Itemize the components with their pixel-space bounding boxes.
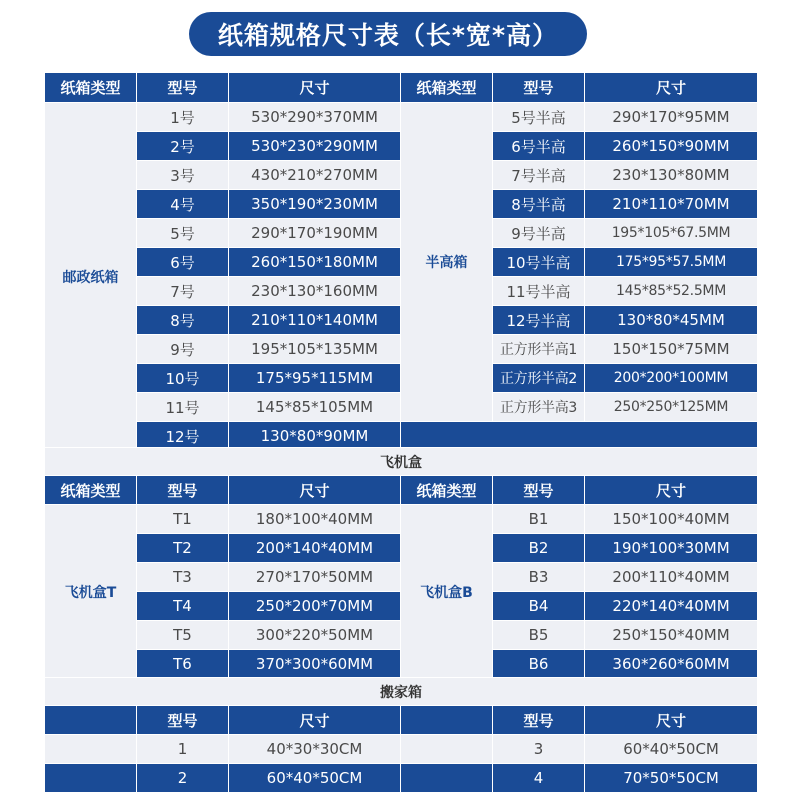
size-cell: 60*40*50CM: [585, 735, 758, 764]
header-box-type: 纸箱类型: [45, 476, 137, 505]
model-cell: 8号半高: [493, 190, 585, 219]
model-cell: 2号: [137, 132, 229, 161]
section-title-moving: 搬家箱: [45, 678, 758, 706]
header-model: 型号: [137, 476, 229, 505]
size-cell: 70*50*50CM: [585, 764, 758, 793]
size-cell: 370*300*60MM: [229, 650, 401, 679]
model-cell: T4: [137, 592, 229, 621]
header-size: 尺寸: [229, 476, 401, 505]
model-cell: B4: [493, 592, 585, 621]
size-cell: 180*100*40MM: [229, 505, 401, 534]
model-cell: 7号半高: [493, 161, 585, 190]
size-cell: 200*110*40MM: [585, 563, 758, 592]
table-row: [45, 764, 758, 793]
model-cell: 6号半高: [493, 132, 585, 161]
header-model: 型号: [137, 706, 229, 735]
size-cell: 40*30*30CM: [229, 735, 401, 764]
model-cell: T5: [137, 621, 229, 650]
header-row: [45, 73, 758, 103]
model-cell: T2: [137, 534, 229, 563]
size-cell: 260*150*180MM: [229, 248, 401, 277]
size-cell: 145*85*52.5MM: [585, 277, 758, 306]
page-title: 纸箱规格尺寸表（长*宽*高）: [189, 12, 587, 56]
model-cell: T3: [137, 563, 229, 592]
size-cell: 360*260*60MM: [585, 650, 758, 679]
size-cell: 290*170*95MM: [585, 103, 758, 132]
model-cell: 7号: [137, 277, 229, 306]
size-cell: 175*95*57.5MM: [585, 248, 758, 277]
table-airplane-box: [44, 447, 758, 679]
model-cell: B6: [493, 650, 585, 679]
model-cell: 12号半高: [493, 306, 585, 335]
model-cell: 3: [493, 735, 585, 764]
model-cell: 10号: [137, 364, 229, 393]
header-model: 型号: [493, 706, 585, 735]
size-cell: 270*170*50MM: [229, 563, 401, 592]
section-title-airplane: 飞机盒: [45, 448, 758, 476]
size-cell: 150*150*75MM: [585, 335, 758, 364]
header-size: 尺寸: [585, 476, 758, 505]
size-cell: 130*80*90MM: [229, 422, 401, 451]
size-cell: 190*100*30MM: [585, 534, 758, 563]
size-cell: 230*130*160MM: [229, 277, 401, 306]
header-empty: [401, 706, 493, 735]
size-cell: 530*230*290MM: [229, 132, 401, 161]
size-cell: 430*210*270MM: [229, 161, 401, 190]
model-cell: 3号: [137, 161, 229, 190]
empty-cell: [401, 735, 493, 764]
empty-cell: [45, 764, 137, 793]
size-cell: 145*85*105MM: [229, 393, 401, 422]
size-cell: 200*140*40MM: [229, 534, 401, 563]
size-cell: 530*290*370MM: [229, 103, 401, 132]
section-row: [45, 678, 758, 706]
header-size: 尺寸: [229, 706, 401, 735]
model-cell: 5号: [137, 219, 229, 248]
header-size: 尺寸: [585, 73, 758, 103]
model-cell: 10号半高: [493, 248, 585, 277]
header-box-type: 纸箱类型: [401, 73, 493, 103]
model-cell: 12号: [137, 422, 229, 451]
model-cell: 9号半高: [493, 219, 585, 248]
type-airplane-b: 飞机盒B: [401, 505, 493, 679]
size-cell: 230*130*80MM: [585, 161, 758, 190]
type-postal-box: 邮政纸箱: [45, 103, 137, 451]
empty-cell: [45, 735, 137, 764]
table-row: [45, 735, 758, 764]
size-cell: 300*220*50MM: [229, 621, 401, 650]
header-empty: [45, 706, 137, 735]
model-cell: 9号: [137, 335, 229, 364]
model-cell: B2: [493, 534, 585, 563]
size-cell: 150*100*40MM: [585, 505, 758, 534]
model-cell: B3: [493, 563, 585, 592]
model-cell: 1号: [137, 103, 229, 132]
size-cell: 130*80*45MM: [585, 306, 758, 335]
header-row: [45, 476, 758, 505]
header-row: [45, 706, 758, 735]
header-box-type: 纸箱类型: [401, 476, 493, 505]
model-cell: 正方形半高1: [493, 335, 585, 364]
table-moving-box: [44, 677, 758, 793]
header-box-type: 纸箱类型: [45, 73, 137, 103]
size-cell: 250*250*125MM: [585, 393, 758, 422]
size-cell: 60*40*50CM: [229, 764, 401, 793]
type-half-height-box: 半高箱: [401, 103, 493, 422]
size-cell: 210*110*70MM: [585, 190, 758, 219]
size-cell: 260*150*90MM: [585, 132, 758, 161]
model-cell: 1: [137, 735, 229, 764]
model-cell: B5: [493, 621, 585, 650]
title-area: [0, 0, 800, 72]
size-cell: 200*200*100MM: [585, 364, 758, 393]
header-size: 尺寸: [585, 706, 758, 735]
table-postal-halfheight: [44, 72, 758, 451]
size-cell: 250*150*40MM: [585, 621, 758, 650]
model-cell: T6: [137, 650, 229, 679]
size-cell: 175*95*115MM: [229, 364, 401, 393]
model-cell: 11号半高: [493, 277, 585, 306]
header-model: 型号: [137, 73, 229, 103]
model-cell: 11号: [137, 393, 229, 422]
header-size: 尺寸: [229, 73, 401, 103]
header-model: 型号: [493, 476, 585, 505]
model-cell: 正方形半高2: [493, 364, 585, 393]
model-cell: T1: [137, 505, 229, 534]
table-row: [45, 103, 758, 132]
size-cell: 350*190*230MM: [229, 190, 401, 219]
model-cell: 4号: [137, 190, 229, 219]
size-cell: 195*105*67.5MM: [585, 219, 758, 248]
size-cell: 250*200*70MM: [229, 592, 401, 621]
size-cell: 290*170*190MM: [229, 219, 401, 248]
size-cell: 210*110*140MM: [229, 306, 401, 335]
model-cell: 4: [493, 764, 585, 793]
model-cell: 6号: [137, 248, 229, 277]
type-airplane-t: 飞机盒T: [45, 505, 137, 679]
model-cell: B1: [493, 505, 585, 534]
size-cell: 195*105*135MM: [229, 335, 401, 364]
model-cell: 8号: [137, 306, 229, 335]
section-row: [45, 448, 758, 476]
table-row: [45, 505, 758, 534]
size-cell: 220*140*40MM: [585, 592, 758, 621]
model-cell: 2: [137, 764, 229, 793]
model-cell: 5号半高: [493, 103, 585, 132]
header-model: 型号: [493, 73, 585, 103]
empty-cell: [401, 764, 493, 793]
model-cell: 正方形半高3: [493, 393, 585, 422]
